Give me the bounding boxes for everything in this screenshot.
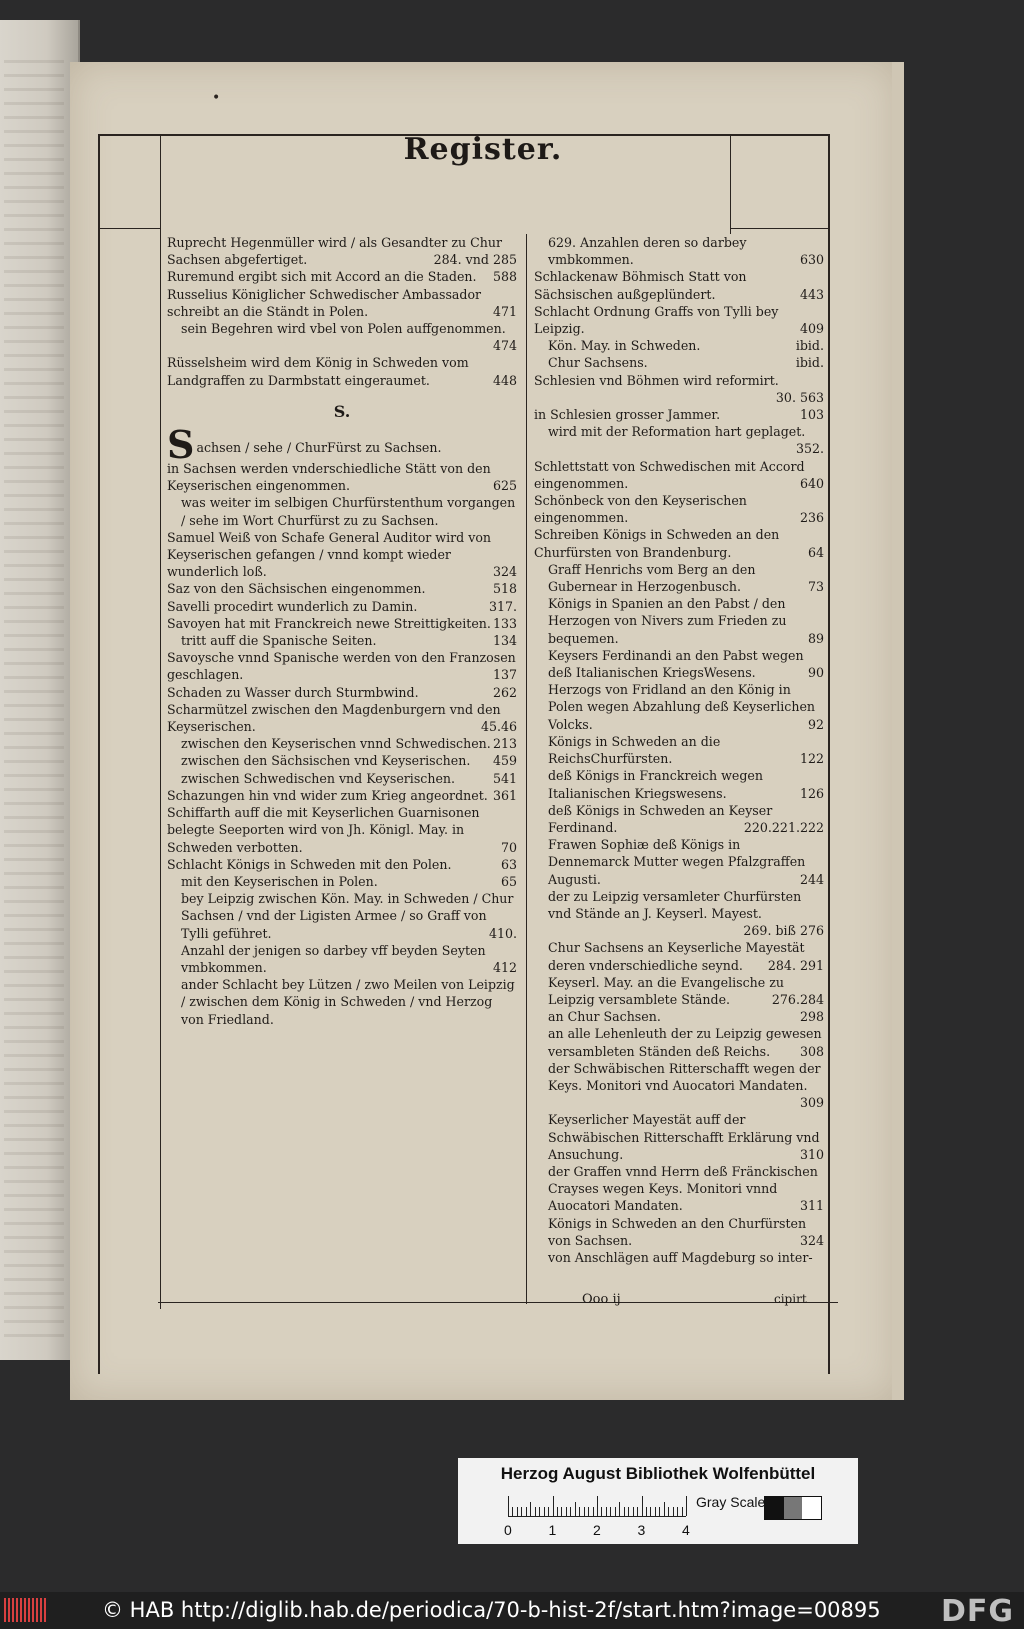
entry-text: der Schwäbischen Ritterschafft wegen der Keys. Monitori vnd Auocatori Mandaten. [548, 1060, 821, 1093]
ruler-tick [521, 1507, 522, 1516]
entry-text: zwischen den Keyserischen vnnd Schwedischen. [181, 736, 491, 752]
register-entry [534, 1111, 824, 1163]
entry-text: Schlacht Königs in Schweden mit den Polen. [167, 856, 452, 872]
page-reference: 213 [492, 736, 517, 752]
page-reference: 63 [500, 856, 517, 872]
ruler-tick [544, 1507, 545, 1516]
register-entry [167, 460, 517, 494]
page-reference: 70 [500, 839, 517, 855]
ruler-tick [593, 1507, 594, 1516]
page-reference: ibid. [795, 355, 824, 371]
page-reference: 541 [492, 770, 517, 786]
entry-text: an Chur Sachsen. [548, 1009, 661, 1025]
entry-text-rest: achsen / sehe / ChurFürst zu Sachsen. [196, 440, 442, 456]
page-reference: 220.221.222 [743, 819, 824, 835]
entry-text: in Schlesien grosser Jammer. [534, 407, 721, 423]
register-entry [167, 752, 517, 769]
ruler-tick [664, 1502, 665, 1516]
page-reference: 137 [492, 667, 517, 683]
ruler-tick [642, 1496, 643, 1516]
drop-initial: S [167, 422, 195, 468]
page-reference: ibid. [795, 338, 824, 354]
entry-text: bey Leipzig zwischen Kön. May. in Schweden / Chur Sachsen / vnd der Ligisten Armee / so Graff von Tylli geführet. [181, 891, 514, 941]
document-page [70, 62, 896, 1400]
register-entry [167, 494, 517, 528]
entry-text: mit den Keyserischen in Polen. [181, 873, 378, 889]
register-entry [534, 1249, 824, 1266]
frame-right-rule [828, 134, 831, 1374]
register-entry [534, 1008, 824, 1025]
ruler-tick [628, 1507, 629, 1516]
register-entry [167, 422, 517, 468]
entry-text: 629. Anzahlen deren so darbey vmbkommen. [548, 235, 747, 268]
entry-text: Königs in Schweden an die ReichsChurfürsten. [548, 733, 721, 767]
page-reference: 443 [799, 286, 824, 302]
entry-text: an alle Lehenleuth der zu Leipzig gewesen versambleten Ständen deß Reichs. [548, 1026, 822, 1059]
register-entry [167, 529, 517, 581]
page-reference: 474 [492, 338, 517, 354]
entry-text [167, 422, 442, 468]
entry-text: Frawen Sophiæ deß Königs in Dennemarck Mutter wegen Pfalzgraffen Augusti. [548, 837, 806, 887]
entry-text: Königs in Spanien an den Pabst / den Herzogen von Nivers zum Frieden zu bequemen. [548, 596, 787, 646]
entry-text: was weiter im selbigen Churfürstenthum vorgangen / sehe im Wort Churfürst zu zu Sachsen. [181, 495, 516, 528]
register-entry [167, 649, 517, 683]
register-entry [534, 492, 824, 526]
register-entry [534, 1163, 824, 1215]
signature-mark: Ooo ij [582, 1292, 621, 1307]
entry-text: Keyserlicher Mayestät auff der Schwäbischen Ritterschafft Erklärung vnd Ansuchung. [548, 1112, 820, 1162]
page-reference: 73 [807, 579, 824, 595]
scale-ruler [508, 1494, 686, 1517]
ruler-tick [668, 1507, 669, 1516]
entry-text: Schlacht Ordnung Graffs von Tylli bey Leipzig. [534, 303, 779, 337]
register-entry [534, 526, 824, 560]
register-entry [534, 372, 824, 406]
entry-text: Schlackenaw Böhmisch Statt von Sächsischen außgeplündert. [534, 269, 747, 302]
ruler-tick [686, 1496, 687, 1516]
ruler-number: 1 [548, 1522, 557, 1538]
entry-text: deß Königs in Franckreich wegen Italianischen Kriegswesens. [548, 768, 763, 801]
swatch-gray [784, 1497, 803, 1519]
register-entry [167, 286, 517, 320]
ruler-number: 4 [682, 1522, 690, 1538]
viewer-footer-bar [0, 1592, 1024, 1629]
ruler-tick [517, 1507, 518, 1516]
page-reference: 448 [492, 372, 517, 388]
register-entry [534, 974, 824, 1008]
column-divider [526, 234, 527, 1304]
register-entry [167, 873, 517, 890]
page-reference: 298 [799, 1009, 824, 1025]
ruler-tick [535, 1507, 536, 1516]
entry-text: Samuel Weiß von Schafe General Auditor wird von Keyserischen gefangen / vnnd kompt wieder wunderlich loß. [167, 529, 492, 580]
dfg-logo: DFG [940, 1594, 1014, 1629]
page-reference: 471 [492, 303, 517, 319]
page-reference: 122 [799, 751, 824, 767]
grayscale-label: Gray Scale [696, 1494, 766, 1510]
register-entry [534, 595, 824, 647]
entry-text: von Anschlägen auff Magdeburg so inter- [548, 1249, 813, 1265]
page-reference: 133 [492, 615, 517, 631]
register-entry [167, 735, 517, 752]
entry-text: Schaden zu Wasser durch Sturmbwind. [167, 684, 419, 700]
register-entry [167, 320, 517, 354]
page-reference: 236 [799, 510, 824, 526]
entry-text: Ruremund ergibt sich mit Accord an die Staden. [167, 269, 477, 285]
register-entry [534, 1060, 824, 1112]
ruler-tick [673, 1507, 674, 1516]
ruler-tick [526, 1507, 527, 1516]
page-reference: 324 [799, 1232, 824, 1248]
ruler-number: 0 [504, 1522, 512, 1538]
page-reference: 103 [799, 407, 824, 423]
left-column [167, 234, 517, 1028]
ruler-tick [637, 1507, 638, 1516]
page-reference: 317. [488, 598, 517, 614]
entry-text: Keyserl. May. an die Evangelische zu Leipzig versamblete Stände. [548, 974, 784, 1007]
source-url[interactable]: © HAB http://diglib.hab.de/periodica/70-b-hist-2f/start.htm?image=00895 [102, 1598, 881, 1622]
ruler-tick [579, 1507, 580, 1516]
ruler-tick [650, 1507, 651, 1516]
header-rule-right [730, 228, 830, 229]
ruler-tick [512, 1507, 513, 1516]
entry-text: Chur Sachsens an Keyserliche Mayestät deren vnderschiedliche seynd. [548, 940, 805, 973]
frame-left-rule [98, 134, 101, 1374]
page-reference: 459 [492, 753, 517, 769]
entry-text: zwischen den Sächsischen vnd Keyserischen. [181, 753, 471, 769]
grayscale-swatches [764, 1496, 822, 1520]
page-reference: 45.46 [480, 719, 517, 735]
page-reference: 361 [492, 787, 517, 803]
page-reference: 625 [492, 478, 517, 494]
register-entry [534, 337, 824, 354]
entry-text: Scharmützel zwischen den Magdenburgern vnd den Keyserischen. [167, 701, 501, 735]
register-entry [167, 787, 517, 804]
register-entry [534, 458, 824, 492]
ruler-tick [557, 1507, 558, 1516]
page-reference: 284. 291 [767, 957, 824, 973]
barcode-icon [4, 1598, 46, 1622]
page-reference: 126 [799, 785, 824, 801]
register-entry [167, 856, 517, 873]
page-reference: 269. biß 276 [743, 923, 824, 939]
register-entry [167, 234, 517, 268]
page-reference: 588 [492, 269, 517, 285]
register-entry [534, 234, 824, 268]
entry-text: Schiffarth auff die mit Keyserlichen Guarnisonen belegte Seeporten wird von Jh. Königl. May. in Schweden verbotten. [167, 805, 480, 855]
entry-text: der Graffen vnnd Herrn deß Fränckischen Crayses wegen Keys. Monitori vnnd Auocatori Mandaten. [548, 1163, 818, 1214]
section-letter: S. [333, 401, 351, 421]
previous-page-edge [0, 20, 80, 1360]
entry-text: Anzahl der jenigen so darbey vff beyden Seyten vmbkommen. [181, 942, 486, 975]
register-entry [534, 423, 824, 457]
entry-text: sein Begehren wird vbel von Polen auffgenommen. [181, 321, 506, 337]
right-column [534, 234, 824, 1266]
register-entry [167, 770, 517, 787]
ruler-tick [597, 1496, 598, 1516]
register-entry [534, 888, 824, 940]
register-entry [534, 1215, 824, 1249]
page-reference: 134 [492, 633, 517, 649]
register-entry [167, 354, 517, 388]
register-entry [534, 802, 824, 836]
register-entry [167, 268, 517, 285]
library-name: Herzog August Bibliothek Wolfenbüttel [500, 1464, 816, 1483]
header-rule-left [98, 228, 160, 229]
ink-dot: • [212, 90, 221, 106]
catchword: cipirt [774, 1292, 807, 1306]
entry-text: in Sachsen werden vnderschiedliche Stätt von den Keyserischen eingenommen. [167, 461, 491, 494]
ruler-tick [659, 1507, 660, 1516]
register-entry [534, 939, 824, 973]
page-reference: 311 [799, 1198, 824, 1214]
page-reference: 410. [488, 925, 517, 941]
ruler-tick [610, 1507, 611, 1516]
ruler-tick [548, 1507, 549, 1516]
bleed-through-text [4, 60, 64, 1340]
entry-text: Graff Henrichs vom Berg an den Gubernear in Herzogenbusch. [548, 561, 756, 595]
page-reference: 412 [492, 959, 517, 975]
page-reference: 276.284 [771, 991, 824, 1007]
ruler-tick [566, 1507, 567, 1516]
ruler-tick [575, 1502, 576, 1516]
register-entry [167, 615, 517, 632]
ruler-number: 3 [637, 1522, 646, 1538]
page-reference: 244 [799, 871, 824, 887]
entry-text: Savoyen hat mit Franckreich newe Streittigkeiten. [167, 615, 491, 631]
entry-text: der zu Leipzig versamleter Churfürsten vnd Stände an J. Keyserl. Mayest. [548, 888, 802, 921]
entry-text: Schlesien vnd Böhmen wird reformirt. [534, 372, 779, 388]
page-edge [892, 62, 904, 1400]
page-reference: 89 [807, 630, 824, 646]
entry-text: Saz von den Sächsischen eingenommen. [167, 581, 426, 597]
page-reference: 65 [500, 873, 517, 889]
register-entry [167, 684, 517, 701]
ruler-number: 2 [593, 1522, 601, 1538]
register-entry [534, 406, 824, 423]
ruler-tick [530, 1502, 531, 1516]
ruler-tick [584, 1507, 585, 1516]
page-reference: 640 [799, 475, 824, 491]
register-entry [167, 890, 517, 942]
entry-text: ander Schlacht bey Lützen / zwo Meilen von Leipzig / zwischen dem König in Schweden / vnd Herzog von Friedland. [181, 977, 515, 1027]
entry-text: Rüsselsheim wird dem König in Schweden vom Landgraffen zu Darmbstatt eingeraumet. [167, 355, 469, 388]
ruler-tick [615, 1507, 616, 1516]
page-reference: 284. vnd 285 [433, 252, 517, 268]
register-entry [534, 836, 824, 888]
entry-text: Savoysche vnnd Spanische werden von den Franzosen geschlagen. [167, 650, 516, 683]
ruler-tick [570, 1507, 571, 1516]
page-reference: 308 [799, 1043, 824, 1059]
ruler-tick [561, 1507, 562, 1516]
entry-text: Königs in Schweden an den Churfürsten von Sachsen. [548, 1215, 807, 1248]
swatch-black [765, 1497, 784, 1519]
entry-text: Schlettstatt von Schwedischen mit Accord eingenommen. [534, 458, 805, 491]
register-entry [534, 681, 824, 733]
page-reference: 90 [807, 665, 824, 681]
entry-text: deß Königs in Schweden an Keyser Ferdinand. [548, 802, 773, 835]
page-reference: 324 [492, 564, 517, 580]
ruler-tick [553, 1496, 554, 1516]
page-reference: 309 [799, 1095, 824, 1111]
ruler-tick [682, 1507, 683, 1516]
entry-text: wird mit der Reformation hart geplaget. [548, 424, 806, 440]
register-entry [167, 580, 517, 597]
page-reference: 30. 563 [775, 389, 824, 405]
page-reference: 630 [799, 252, 824, 268]
ruler-tick [539, 1507, 540, 1516]
register-entry [167, 942, 517, 976]
page-reference: 92 [807, 716, 824, 732]
register-entry [534, 1025, 824, 1059]
ruler-tick [606, 1507, 607, 1516]
register-entry [534, 767, 824, 801]
entry-text: Kön. May. in Schweden. [548, 338, 701, 354]
footer-rule [158, 1302, 838, 1303]
register-entry [534, 303, 824, 337]
register-entry [534, 561, 824, 595]
entry-text: Russelius Königlicher Schwedischer Ambassador schreibt an die Ständt in Polen. [167, 286, 482, 319]
inner-left-rule [160, 134, 161, 1309]
entry-text: Savelli procedirt wunderlich zu Damin. [167, 598, 418, 614]
ruler-tick [588, 1507, 589, 1516]
entry-text: Keysers Ferdinandi an den Pabst wegen deß Italianischen KriegsWesens. [548, 647, 804, 681]
ruler-tick [624, 1507, 625, 1516]
ruler-tick [633, 1507, 634, 1516]
page-title: Register. [403, 132, 563, 167]
entry-text: zwischen Schwedischen vnd Keyserischen. [181, 770, 456, 786]
register-entry [167, 632, 517, 649]
ruler-tick [677, 1507, 678, 1516]
entry-text: Ruprecht Hegenmüller wird / als Gesandter zu Chur Sachsen abgefertiget. [167, 235, 502, 268]
entry-text: Schönbeck von den Keyserischen eingenommen. [534, 493, 747, 526]
entry-text: Schazungen hin vnd wider zum Krieg angeordnet. [167, 787, 488, 803]
page-reference: 310 [799, 1146, 824, 1162]
library-color-card [458, 1458, 858, 1544]
entry-text: tritt auff die Spanische Seiten. [181, 633, 377, 649]
register-entry [167, 804, 517, 856]
register-entry [534, 733, 824, 767]
ruler-tick [508, 1496, 509, 1516]
page-reference: 352. [795, 441, 824, 457]
entry-text: Schreiben Königs in Schweden an den Churfürsten von Brandenburg. [534, 527, 780, 560]
page-reference: 64 [807, 544, 824, 560]
entry-text: Herzogs von Fridland an den König in Polen wegen Abzahlung deß Keyserlichen Volcks. [548, 682, 816, 732]
swatch-white [802, 1497, 821, 1519]
entry-text: Chur Sachsens. [548, 355, 648, 371]
register-entry [167, 701, 517, 735]
register-entry [534, 354, 824, 371]
register-entry [167, 598, 517, 615]
ruler-tick [601, 1507, 602, 1516]
register-entry [167, 976, 517, 1028]
page-reference: 518 [492, 581, 517, 597]
register-entry [534, 647, 824, 681]
page-reference: 409 [799, 321, 824, 337]
ruler-tick [619, 1502, 620, 1516]
ruler-tick [646, 1507, 647, 1516]
page-reference: 262 [492, 684, 517, 700]
register-entry [534, 268, 824, 302]
ruler-tick [655, 1507, 656, 1516]
